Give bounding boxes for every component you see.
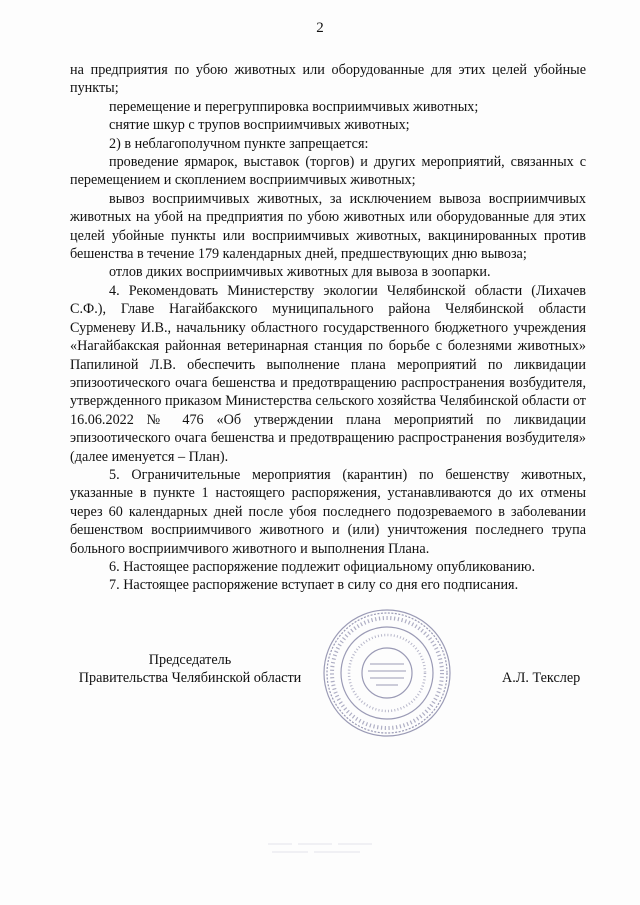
paragraph: 7. Настоящее распоряжение вступает в силу со дня его подписания. <box>109 577 519 594</box>
paragraph: 6. Настоящее распоряжение подлежит официальному опубликованию. <box>109 558 536 575</box>
official-seal-stamp <box>320 606 454 740</box>
position-line: Правительства Челябинской области <box>78 670 302 687</box>
paragraph: 5. Ограничительные мероприятия (карантин) по бешенству животных, указанные в пункте 1 настоящего распоряжения, устанавливаются до их отмены через 60 календарных дней после убоя последнего подозреваемого в заболевании бешенством восприимчивого животного и (или) уничтожения последнего трупа больного восприимчивого животного и выполнения Плана. <box>70 466 586 557</box>
position-line: Председатель <box>148 652 232 668</box>
paragraph: 2) в неблагополучном пункте запрещается: <box>109 135 369 152</box>
paragraph: отлов диких восприимчивых животных для вывоза в зоопарки. <box>109 264 491 281</box>
signatory-name: А.Л. Текслер <box>502 670 581 686</box>
paragraph: 4. Рекомендовать Министерству экологии Челябинской области (Лихачев С.Ф.), Главе Нагайбакского муниципального района Челябинской области Сурменеву И.В., начальнику областного государственного бюджетного учреждения «Нагайбакская районная ветеринарная станция по борьбе с болезнями животных» Папилиной Л.В. обеспечить выполнение плана мероприятий по ликвидации эпизоотического очага бешенства и предотвращению распространения возбудителя, утвержденного приказом Министерства сельского хозяйства Челябинской области от 16.06.2022 № 476 «Об утверждении плана мероприятий по ликвидации эпизоотического очага бешенства и предотвращению распространения возбудителя» (далее именуется – План). <box>70 282 586 465</box>
paragraph: проведение ярмарок, выставок (торгов) и других мероприятий, связанных с перемещением и скоплением восприимчивых животных; <box>70 154 586 189</box>
paragraph: на предприятия по убою животных или оборудованные для этих целей убойные пункты; <box>70 62 586 97</box>
signatory-position <box>70 651 310 688</box>
document-body <box>70 61 586 595</box>
page-number: 2 <box>316 20 324 36</box>
paragraph: вывоз восприимчивых животных, за исключением вывоза восприимчивых животных на убой на предприятия по убою животных или оборудованные для этих целей убойные пункты или восприимчивых животных, вакцинированных против бешенства в течение 179 календарных дней, предшествующих дню вывоза; <box>70 190 586 263</box>
paragraph: снятие шкур с трупов восприимчивых животных; <box>109 117 410 134</box>
paragraph: перемещение и перегруппировка восприимчивых животных; <box>109 98 479 115</box>
faint-bleed-through-marks <box>262 836 382 860</box>
